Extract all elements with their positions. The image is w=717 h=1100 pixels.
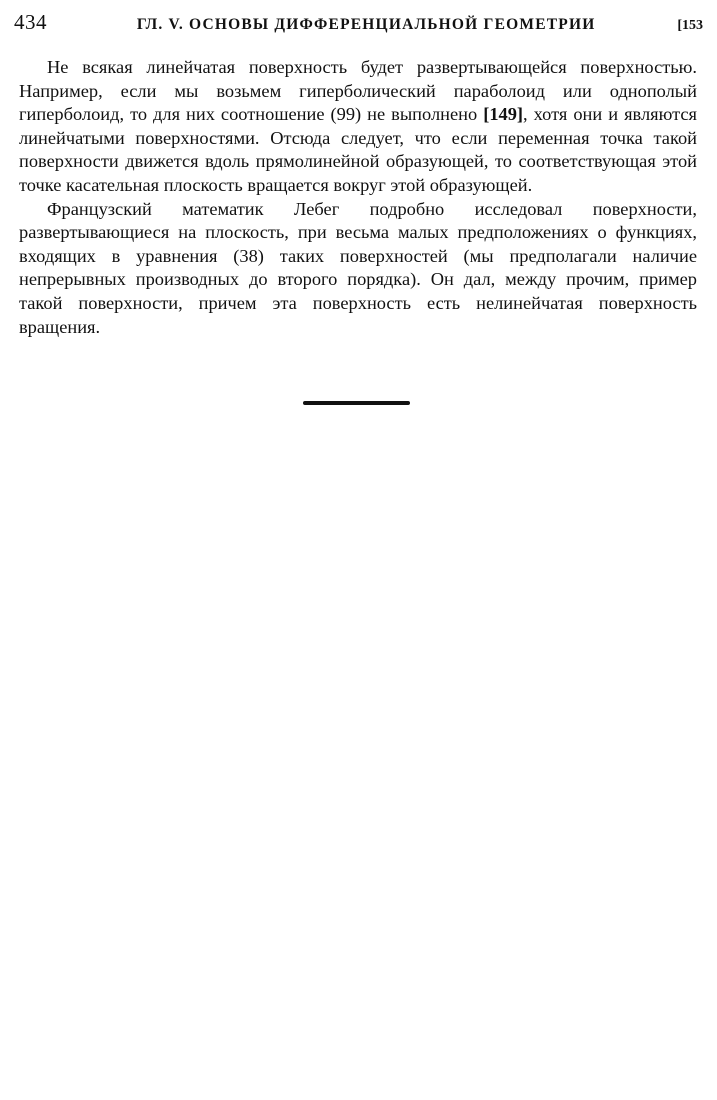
paragraph-lebesgue: Французский математик Лебег подробно исследовал поверхности, развертывающиеся на плоскость, при весьма малых предположениях о функциях, входящих в уравнения (38) таких поверхностей (мы предполагали наличие непрерывных производных до второго порядка). Он дал, между прочим, пример такой поверхности, причем эта поверхность есть нелинейчатая поверхность вращения.	[19, 198, 697, 337]
paragraph-text-part: Не всякая линейчатая поверхность будет развертывающейся поверхностью. Например, если мы возьмем гиперболический параболоид или однополый гиперболоид, то для них соотношение (99) не выполнено	[19, 57, 697, 125]
running-head	[14, 10, 703, 40]
paragraph-developable-surfaces	[19, 56, 697, 198]
section-number: [153	[677, 18, 703, 33]
body-text	[19, 56, 697, 339]
chapter-title: ГЛ. V. ОСНОВЫ ДИФФЕРЕНЦИАЛЬНОЙ ГЕОМЕТРИИ	[136, 16, 596, 33]
page-number: 434	[14, 10, 47, 34]
paragraph-text-part: , хотя они и являются линейчатыми поверхностями. Отсюда следует, что если переменная точка такой поверхности движется вдоль прямолинейной образующей, то соответствующая этой точке касательная плоскость вращается вокруг этой образующей.	[19, 104, 697, 195]
citation-reference: [149]	[483, 104, 524, 125]
section-end-rule	[303, 401, 410, 405]
